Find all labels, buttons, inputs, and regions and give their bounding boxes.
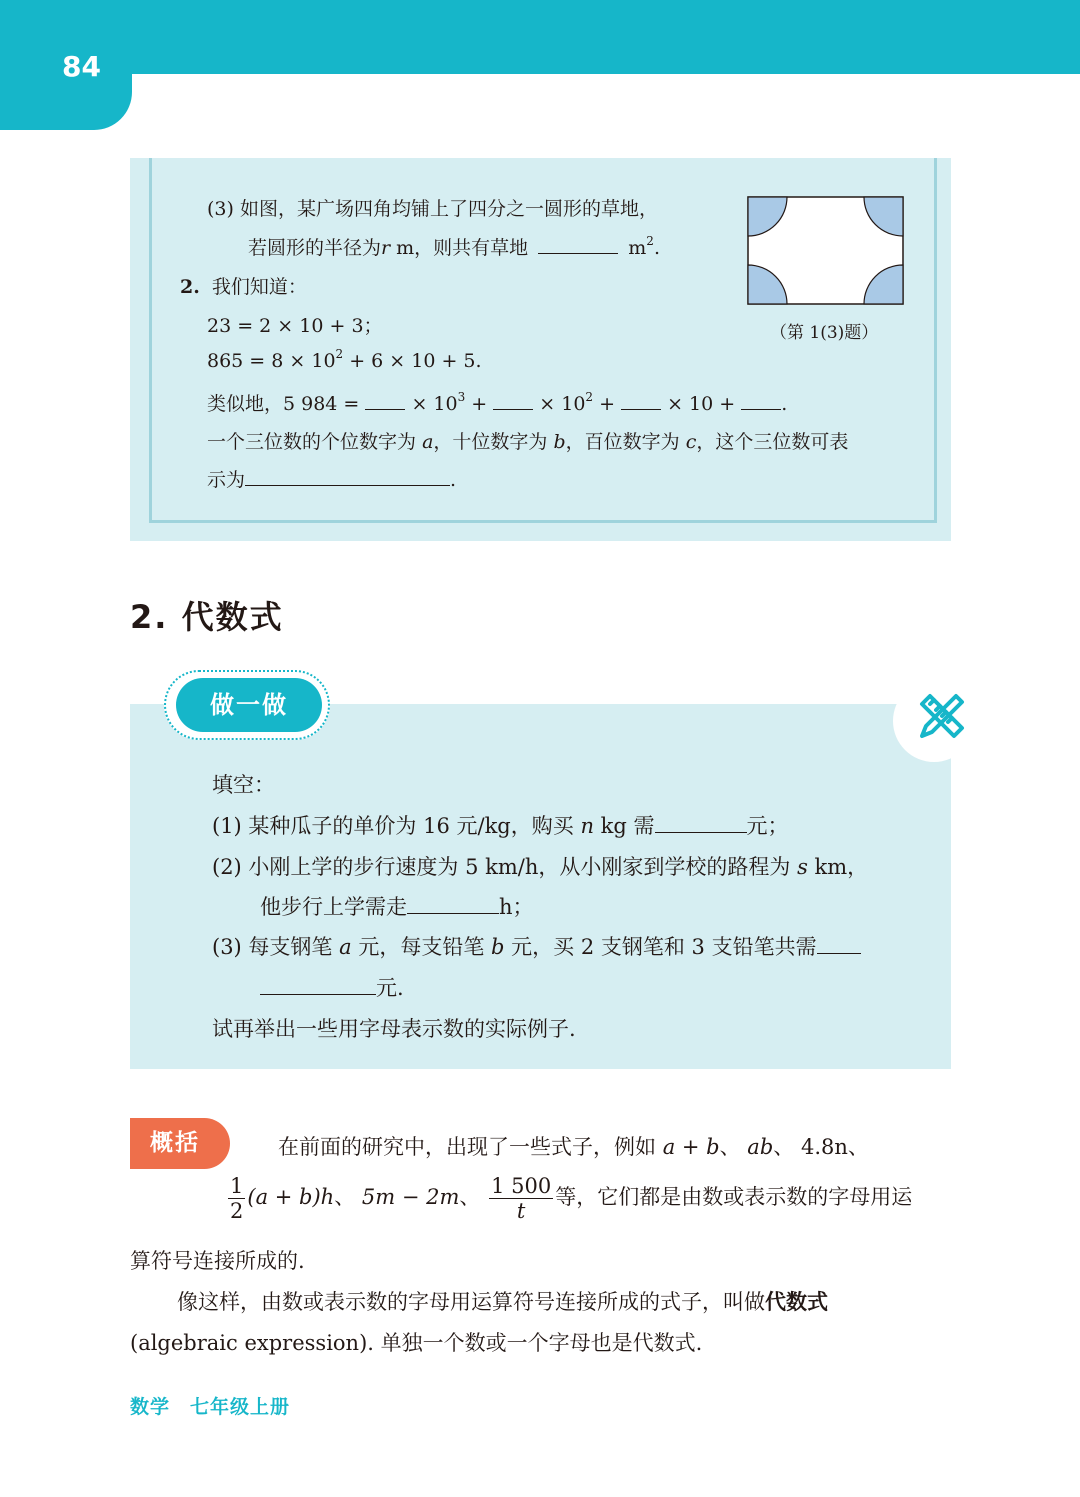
summary-badge: 概括 bbox=[130, 1118, 230, 1169]
answer-blank[interactable] bbox=[817, 932, 861, 954]
header-band bbox=[0, 0, 1080, 74]
answer-blank[interactable] bbox=[493, 390, 533, 410]
q2-digits-line2: 示为 . bbox=[207, 465, 456, 492]
q2-eq1: 23 = 2 × 10 + 3； bbox=[207, 315, 383, 337]
fraction-half: $\frac{1}{2}$ bbox=[230, 1174, 244, 1224]
activity-closing: 试再举出一些用字母表示数的实际例子. bbox=[212, 1017, 576, 1041]
activity-item-2-line2: 他步行上学需走 h； bbox=[260, 891, 534, 921]
q2-eq2: $865 = 8 \times 10^2 + 6 \times 10 + 5$. bbox=[207, 347, 482, 372]
definition-line2: (algebraic expression). 单独一个数或一个字母也是代数式. bbox=[130, 1331, 703, 1355]
plaza-figure bbox=[747, 196, 905, 306]
q2-heading: 2. 我们知道： bbox=[180, 276, 307, 298]
answer-blank[interactable] bbox=[245, 466, 450, 486]
activity-item-1: (1) 某种瓜子的单价为 16 元/kg，购买 n kg 需 元； bbox=[212, 810, 789, 840]
q1-3-line1: (3) 如图，某广场四角均铺上了四分之一圆形的草地， bbox=[207, 198, 658, 220]
activity-item-2: (2) 小刚上学的步行速度为 5 km/h，从小刚家到学校的路程为 s km， bbox=[212, 855, 869, 879]
summary-line3: 算符号连接所成的. bbox=[130, 1249, 305, 1273]
footer-book-title: 数学 七年级上册 bbox=[130, 1396, 291, 1418]
q2-similar: 类似地，5 984 = × $10^3$ + × $10^2$ + × 10 + . bbox=[207, 390, 788, 415]
answer-blank[interactable] bbox=[538, 234, 618, 254]
summary-line1: 在前面的研究中，出现了一些式子，例如 a + b、 ab、 4.8n、 bbox=[278, 1135, 869, 1159]
activity-badge: 做一做 bbox=[176, 678, 322, 732]
q1-3-line2: 若圆形的半径为r m，则共有草地 $m^2$. bbox=[248, 234, 660, 259]
summary-line2: $\frac{1}{2}$ (a + b)h、 5m − 2m、 $\frac{1 500}{t}$ 等，它们都是由数或表示数的字母用运 bbox=[230, 1174, 913, 1224]
activity-item-3-line2: 元. bbox=[260, 972, 404, 1002]
answer-blank[interactable] bbox=[407, 892, 499, 914]
figure-caption: （第 1(3)题） bbox=[770, 323, 879, 343]
ruler-pencil-icon bbox=[916, 690, 968, 742]
answer-blank[interactable] bbox=[655, 811, 747, 833]
answer-blank[interactable] bbox=[365, 390, 405, 410]
answer-blank[interactable] bbox=[260, 973, 376, 995]
answer-blank[interactable] bbox=[621, 390, 661, 410]
activity-item-3: (3) 每支钢笔 a 元，每支铅笔 b 元，买 2 支钢笔和 3 支铅笔共需 bbox=[212, 931, 861, 961]
answer-blank[interactable] bbox=[741, 390, 781, 410]
definition-line1: 像这样，由数或表示数的字母用运算符号连接所成的式子，叫做代数式 bbox=[177, 1289, 828, 1314]
fraction-1500-over-t: $\frac{1 500}{t}$ bbox=[491, 1174, 552, 1224]
page-number: 84 bbox=[62, 50, 101, 83]
section-heading: 2. 代数式 bbox=[130, 598, 284, 636]
activity-intro: 填空： bbox=[212, 773, 275, 797]
q2-digits: 一个三位数的个位数字为 a，十位数字为 b，百位数字为 c，这个三位数可表 bbox=[207, 431, 849, 453]
